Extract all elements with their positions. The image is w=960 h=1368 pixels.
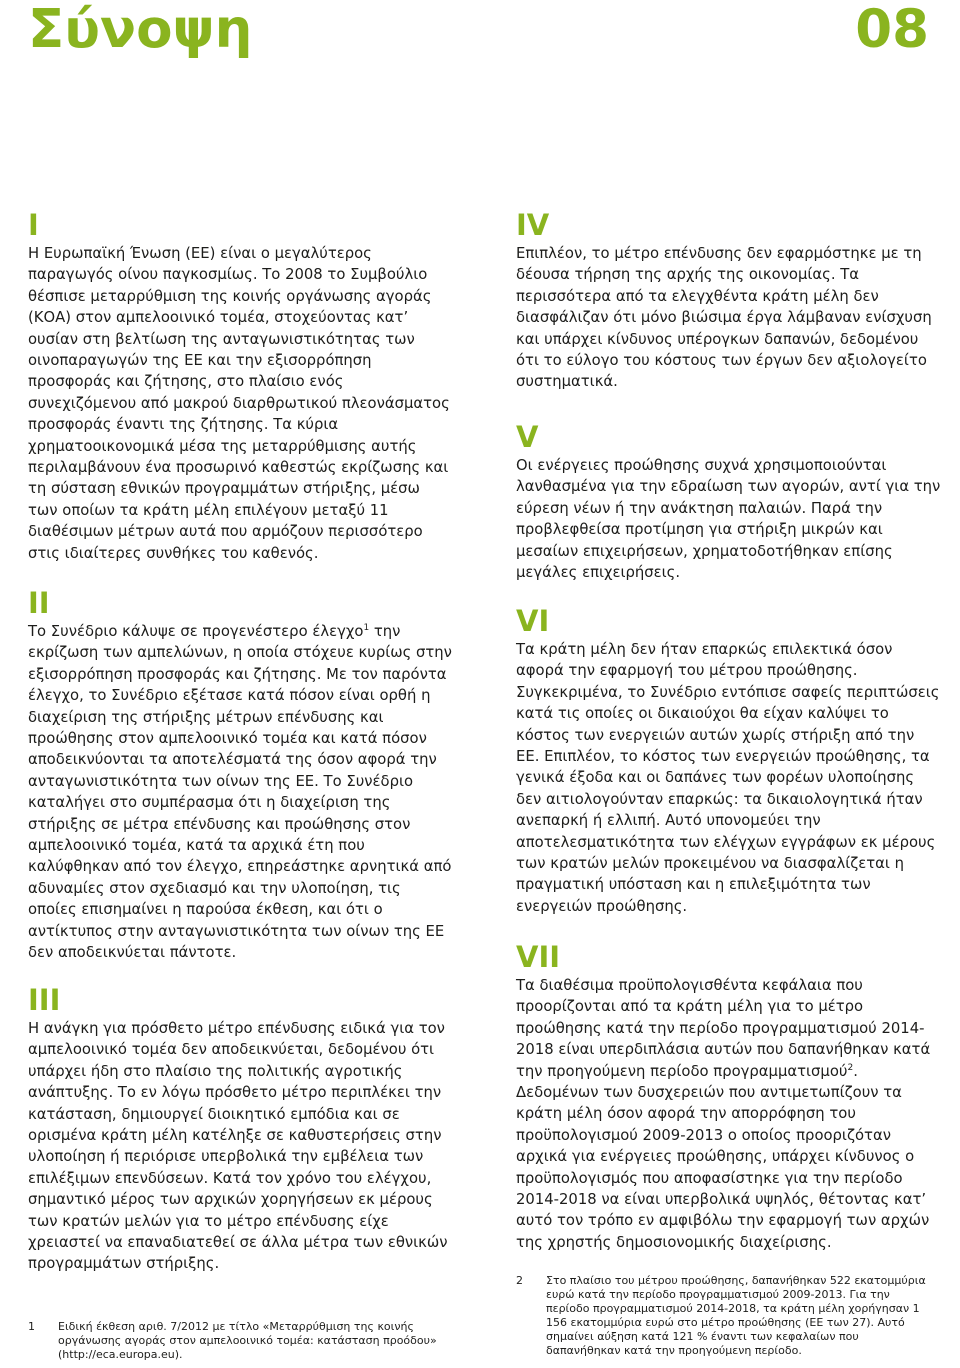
section-numeral: II <box>28 586 50 620</box>
footnote-text: Ειδική έκθεση αριθ. 7/2012 με τίτλο «Μεταρρύθμιση της κοινής οργάνωσης αγοράς στον αμπελοοινικό τομέα: κατάσταση προόδου» (http://eca.europa.eu). <box>58 1320 437 1361</box>
section-numeral: VI <box>516 604 550 638</box>
section-text <box>28 621 454 964</box>
section-text: Η Ευρωπαϊκή Ένωση (ΕΕ) είναι ο μεγαλύτερος παραγωγός οίνου παγκοσμίως. Το 2008 το Συμβούλιο θέσπισε μεταρρύθμιση της κοινής οργάνωσης αγοράς (ΚΟΑ) στον αμπελοοινικό τομέα, στοχεύοντας κατ’ ουσίαν στη βελτίωση της ανταγωνιστικότητας των οινοπαραγωγών της ΕΕ και την εξισορρόπηση προσφοράς και ζήτησης, στο πλαίσιο ενός συνεχιζόμενου από μακρού διαρθρωτικού πλεονάσματος προσφοράς έναντι της ζήτησης. Τα κύρια χρηματοοικονομικά μέσα της μεταρρύθμισης αυτής περιλαμβάνουν ένα προσωρινό καθεστώς εκρίζωσης και τη σύσταση εθνικών προγραμμάτων στήριξης, μέσω των οποίων τα κράτη μέλη επιλέγουν μεταξύ 11 διαθέσιμων μέτρων αυτά που αρμόζουν περισσότερο στις ιδιαίτερες συνθήκες του καθενός. <box>28 245 450 562</box>
page-header <box>0 0 960 80</box>
footnote-reference: 2 <box>847 1062 854 1073</box>
section-numeral: I <box>28 208 39 242</box>
section-text-part: την εκρίζωση των αμπελώνων, η οποία στόχευε κυρίως στην εξισορρόπηση προσφοράς και ζήτησης. Με τον παρόντα έλεγχο, το Συνέδριο εξέτασε κατά πόσον είναι ορθή η διαχείριση της στήριξης μέτρων επένδυσης και προώθησης στον αμπελοοινικό τομέα και κατά πόσον αποδεικνύονται τα αποτελέσματά της όσον αφορά την ανταγωνιστικότητα των οίνων της ΕΕ. Το Συνέδριο καταλήγει στο συμπέρασμα ότι η διαχείριση της στήριξης σε μέτρα επένδυσης και προώθησης στον αμπελοοινικό τομέα, κατά τα αρχικά έτη που καλύφθηκαν από τον έλεγχο, επηρεάστηκε αρνητικά από αδυναμίες στον σχεδιασμό και την υλοποίηση, τις οποίες επισημαίνει η παρούσα έκθεση, και ότι ο αντίκτυπος στην ανταγωνιστικότητα των οίνων της ΕΕ δεν αποδεικνύεται πάντοτε. <box>28 623 452 962</box>
section-iv <box>516 210 942 393</box>
section-numeral: V <box>516 420 539 454</box>
page-title: Σύνοψη <box>28 0 253 60</box>
section-text: Οι ενέργειες προώθησης συχνά χρησιμοποιούνται λανθασμένα για την εδραίωση των αγορών, αντί για την εύρεση νέων ή την ανάκτηση παλαιών. Παρά την προβλεφθείσα προτίμηση για στήριξη μικρών και μεσαίων επιχειρήσεων, χρηματοδοτήθηκαν επίσης μεγάλες επιχειρήσεις. <box>516 457 941 582</box>
footnote-text: Στο πλαίσιο του μέτρου προώθησης, δαπανήθηκαν 522 εκατομμύρια ευρώ κατά την περίοδο προγραμματισμού 2009-2013. Για την περίοδο προγραμματισμού 2014-2018, τα κράτη μέλη χορήγησαν 1 156 εκατομμύρια ευρώ στο μέτρο προώθησης (ΕΕ των 27). Αυτό σημαίνει αύξηση κατά 121 % έναντι των κεφαλαίων που δαπανήθηκαν κατά την προηγούμενη περίοδο. <box>546 1274 926 1357</box>
footnote-number: 1 <box>28 1320 35 1333</box>
footnote-reference: 1 <box>363 623 370 634</box>
page-number: 08 <box>855 0 929 60</box>
section-ii <box>28 588 454 964</box>
section-vii <box>516 942 942 1253</box>
section-text-part: Τα διαθέσιμα προϋπολογισθέντα κεφάλαια που προορίζονται από τα κράτη μέλη για το μέτρο προώθησης κατά την περίοδο προγραμματισμού 2014-2018 είναι υπερδιπλάσια αυτών που δαπανήθηκαν κατά την προηγούμενη περίοδο προγραμματισμού <box>516 977 931 1080</box>
section-text-part: . Δεδομένων των δυσχερειών που αντιμετωπίζουν τα κράτη μέλη όσον αφορά την απορρόφηση του προϋπολογισμού 2009-2013 ο οποίος προοριζόταν αρχικά για ενέργειες προώθησης, υπάρχει κίνδυνος ο προϋπολογισμός που αποφασίστηκε για την περίοδο 2014-2018 να είναι υπερβολικά υψηλός, θέτοντας κατ’ αυτό τον τρόπο εν αμφιβόλω την εφαρμογή των αρχών της χρηστής δημοσιονομικής διαχείρισης. <box>516 1062 930 1251</box>
section-numeral: III <box>28 983 61 1017</box>
section-text: Επιπλέον, το μέτρο επένδυσης δεν εφαρμόστηκε με τη δέουσα τήρηση της αρχής της οικονομίας. Τα περισσότερα από τα ελεγχθέντα κράτη μέλη δεν διασφάλιζαν ότι μόνο βιώσιμα έργα λάμβαναν ενίσχυση και υπάρχει κίνδυνος υπέρογκων δαπανών, δεδομένου ότι το εύλογο του κόστους των έργων δεν αξιολογείτο συστηματικά. <box>516 245 932 391</box>
section-text-part: Το Συνέδριο κάλυψε σε προγενέστερο έλεγχο <box>28 623 364 640</box>
section-vi <box>516 606 942 917</box>
section-v <box>516 422 942 583</box>
section-numeral: VII <box>516 940 561 974</box>
section-iii <box>28 985 454 1275</box>
footnote-number: 2 <box>516 1274 523 1287</box>
section-i <box>28 210 454 564</box>
section-text: Τα κράτη μέλη δεν ήταν επαρκώς επιλεκτικά όσον αφορά την εφαρμογή του μέτρου προώθησης. Συγκεκριμένα, το Συνέδριο εντόπισε σαφείς περιπτώσεις κατά τις οποίες οι δικαιούχοι θα είχαν καλύψει το κόστος των ενεργειών αυτών χωρίς στήριξη από την ΕΕ. Επιπλέον, το κόστος των ενεργειών προώθησης, τα γενικά έξοδα και οι δαπάνες των φορέων υλοποίησης δεν αιτιολογούνταν επαρκώς: τα δικαιολογητικά ήταν ανεπαρκή ή ελλιπή. Αυτό υπονομεύει την αποτελεσματικότητα των ελέγχων εγγράφων εκ μέρους των κρατών μελών προκειμένου να διασφαλίζεται η πραγματική υπόσταση και η επιλεξιμότητα των ενεργειών προώθησης. <box>516 641 940 915</box>
section-numeral: IV <box>516 208 550 242</box>
section-text <box>516 975 942 1253</box>
section-text: Η ανάγκη για πρόσθετο μέτρο επένδυσης ειδικά για τον αμπελοοινικό τομέα δεν αποδεικνύεται, δεδομένου ότι υπάρχει ήδη στο πλαίσιο της πολιτικής αγροτικής ανάπτυξης. Το εν λόγω πρόσθετο μέτρο περιπλέκει την κατάσταση, δημιουργεί διοικητικό εμπόδια και σε ορισμένα κράτη μέλη κατέληξε σε καθυστερήσεις στην υλοποίηση ή περιόρισε υπερβολικά την εμβέλεια των επιλέξιμων επενδύσεων. Κατά τον χρόνο του ελέγχου, σημαντικό μέρος των αρχικών χορηγήσεων εκ μέρους των κρατών μελών για το μέτρο επένδυσης είχε χρειαστεί να επαναδιατεθεί σε άλλα μέτρα των εθνικών προγραμμάτων στήριξης. <box>28 1020 448 1273</box>
